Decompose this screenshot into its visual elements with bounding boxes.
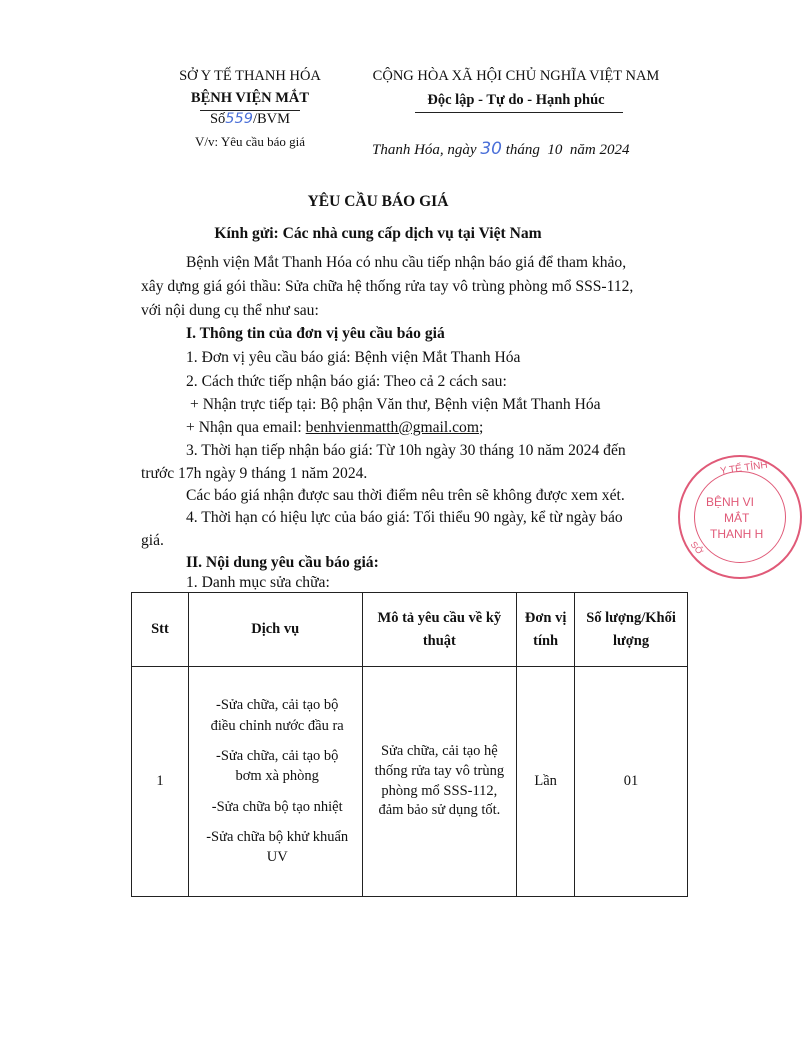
section-1-heading: I. Thông tin của đơn vị yêu cầu báo giá: [186, 325, 445, 342]
header-service: Dịch vụ: [188, 593, 362, 667]
section-1-item-4-line-2: giá.: [141, 532, 164, 549]
cell-services: [188, 667, 362, 897]
hospital-name: BỆNH VIỆN MẮT: [190, 90, 310, 106]
section-1-item-3-line-2: trước 17h ngày 9 tháng 1 năm 2024.: [141, 465, 368, 482]
header-stt: Stt: [132, 593, 189, 667]
header-description: Mô tả yêu cầu về kỹ thuật: [362, 593, 517, 667]
table-row: [132, 667, 688, 897]
section-1-item-3-line-1: 3. Thời hạn tiếp nhận báo giá: Từ 10h ngày 30 tháng 10 năm 2024 đến: [186, 442, 626, 459]
cell-description: Sửa chữa, cải tạo hệ thống rửa tay vô trùng phòng mổ SSS-112, đảm bảo sử dụng tốt.: [362, 667, 517, 897]
repair-list-table: [131, 592, 688, 897]
handwritten-number: 559: [225, 111, 253, 127]
service-item: -Sửa chữa bộ tạo nhiệt: [211, 798, 343, 815]
header-quantity: Số lượng/Khối lượng: [575, 593, 688, 667]
intro-line-3: với nội dung cụ thể như sau:: [141, 302, 319, 319]
section-1-item-1: 1. Đơn vị yêu cầu báo giá: Bệnh viện Mắt Thanh Hóa: [186, 349, 521, 366]
service-item: -Sửa chữa, cải tạo bộ bơm xà phòng: [216, 748, 339, 785]
handwritten-day: 30: [480, 139, 502, 159]
stamp-ring-text: Y TẾ TỈNH: [719, 459, 769, 478]
intro-line-2: xây dựng giá gói thầu: Sửa chữa hệ thống rửa tay vô trùng phòng mổ SSS-112,: [141, 278, 634, 295]
national-motto: Độc lập - Tự do - Hạnh phúc: [427, 92, 605, 108]
service-item: -Sửa chữa, cải tạo bộ điều chỉnh nước đầu ra: [210, 697, 344, 734]
document-subject: V/v: Yêu cầu báo giá: [195, 134, 305, 149]
table-header-row: [132, 593, 688, 667]
official-stamp: [678, 455, 802, 579]
email-link[interactable]: benhvienmatth@gmail.com: [305, 419, 479, 436]
service-item: -Sửa chữa bộ khử khuẩn UV: [206, 828, 349, 866]
section-1-item-2: 2. Cách thức tiếp nhận báo giá: Theo cả 2 cách sau:: [186, 373, 507, 390]
header-unit: Đơn vị tính: [517, 593, 575, 667]
country-name: CỘNG HÒA XÃ HỘI CHỦ NGHĨA VIỆT NAM: [372, 68, 660, 84]
recipient-line: Kính gửi: Các nhà cung cấp dịch vụ tại Việt Nam: [214, 225, 542, 242]
section-2-sub-1: 1. Danh mục sửa chữa:: [186, 574, 330, 591]
cell-stt: 1: [132, 667, 189, 897]
section-1-note: Các báo giá nhận được sau thời điểm nêu trên sẽ không được xem xét.: [186, 487, 625, 504]
document-title: YÊU CẦU BÁO GIÁ: [307, 193, 449, 210]
stamp-line-2: MẮT: [724, 511, 750, 525]
section-2-heading: II. Nội dung yêu cầu báo giá:: [186, 554, 379, 571]
intro-line-1: Bệnh viện Mắt Thanh Hóa có nhu cầu tiếp nhận báo giá để tham khảo,: [186, 254, 627, 271]
motto-underline: [415, 112, 623, 113]
stamp-line-1: BỆNH VI: [706, 495, 755, 509]
cell-quantity: 01: [575, 667, 688, 897]
section-1-item-2b: + Nhận qua email: benhvienmatth@gmail.com;: [186, 419, 484, 436]
stamp-line-3: THANH H: [710, 527, 764, 541]
ministry-name: SỞ Y TẾ THANH HÓA: [179, 68, 321, 84]
document-date: Thanh Hóa, ngày 30 tháng 10 năm 2024: [372, 139, 630, 159]
section-1-item-2a: + Nhận trực tiếp tại: Bộ phận Văn thư, Bệnh viện Mắt Thanh Hóa: [190, 396, 601, 413]
stamp-ring-bottom: SỞ: [688, 539, 706, 557]
cell-unit: Lần: [517, 667, 575, 897]
section-1-item-4-line-1: 4. Thời hạn có hiệu lực của báo giá: Tối thiểu 90 ngày, kể từ ngày báo: [186, 509, 623, 526]
document-number: Số559/BVM: [209, 111, 291, 127]
